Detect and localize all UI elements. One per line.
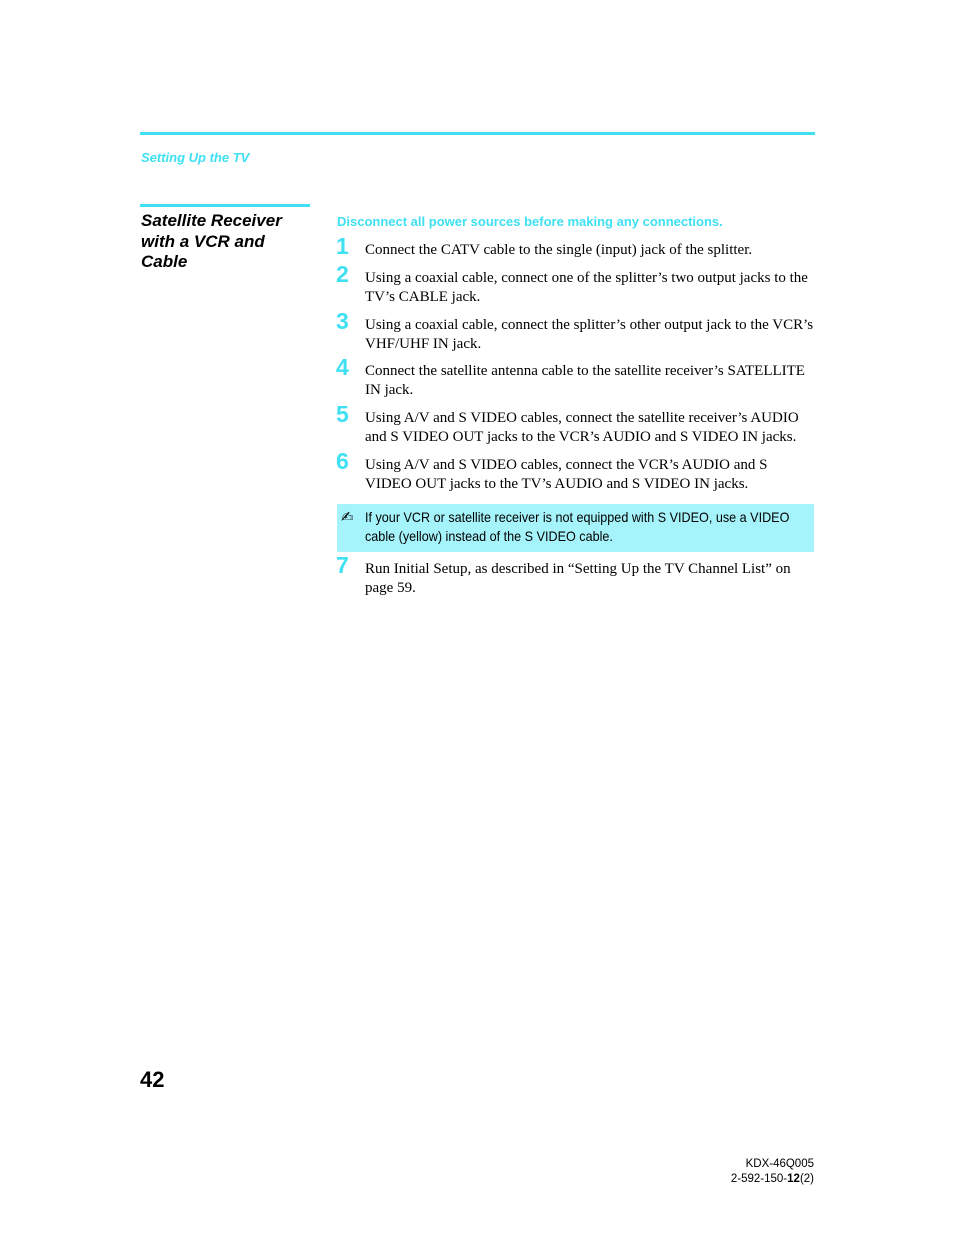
step-number: 2 [336,261,349,287]
step-text: Using a coaxial cable, connect the splitter’s other output jack to the VCR’s VHF/UHF IN jack. [365,317,814,352]
footer [731,1157,814,1187]
page-number: 42 [140,1067,165,1092]
step-number: 4 [336,354,349,380]
step-text: Using a coaxial cable, connect one of the splitter’s two output jacks to the TV’s CABLE jack. [365,270,808,305]
footer-code-bold: 12 [787,1173,800,1185]
step-text: Connect the satellite antenna cable to the satellite receiver’s SATELLITE IN jack. [365,363,805,398]
footer-model: KDX-46Q005 [745,1158,814,1170]
section-title-line: Cable [141,252,188,271]
top-rule [140,132,815,135]
section-title-line: Satellite Receiver [141,211,282,230]
section-rule [140,204,310,207]
step-number: 5 [336,401,349,427]
note-box [337,504,814,552]
step-text: Using A/V and S VIDEO cables, connect the satellite receiver’s AUDIO and S VIDEO OUT jacks to the VCR’s AUDIO and S VIDEO IN jacks. [365,410,799,445]
step-text: Using A/V and S VIDEO cables, connect the VCR’s AUDIO and S VIDEO OUT jacks to the TV’s AUDIO and S VIDEO IN jacks. [365,457,768,492]
footer-code-suffix: (2) [799,1173,814,1185]
note-pencil-icon: ✍ [341,508,354,526]
step-number: 6 [336,448,349,474]
step-text: Connect the CATV cable to the single (input) jack of the splitter. [365,242,753,258]
section-title [141,211,309,273]
section-title-line: with a VCR and [141,231,265,251]
footer-code-prefix: 2-592-150- [730,1173,788,1185]
note-text: If your VCR or satellite receiver is not equipped with S VIDEO, use a VIDEO cable (yellow) instead of the S VIDEO cable. [365,509,790,544]
step-text: Run Initial Setup, as described in “Setting Up the TV Channel List” on page 59. [365,561,791,596]
warning-text: Disconnect all power sources before making any connections. [337,214,723,229]
step-number: 7 [336,552,349,578]
footer-code [731,1172,814,1187]
step-number: 1 [336,233,349,259]
running-head: Setting Up the TV [141,150,250,165]
step-number: 3 [336,308,349,334]
